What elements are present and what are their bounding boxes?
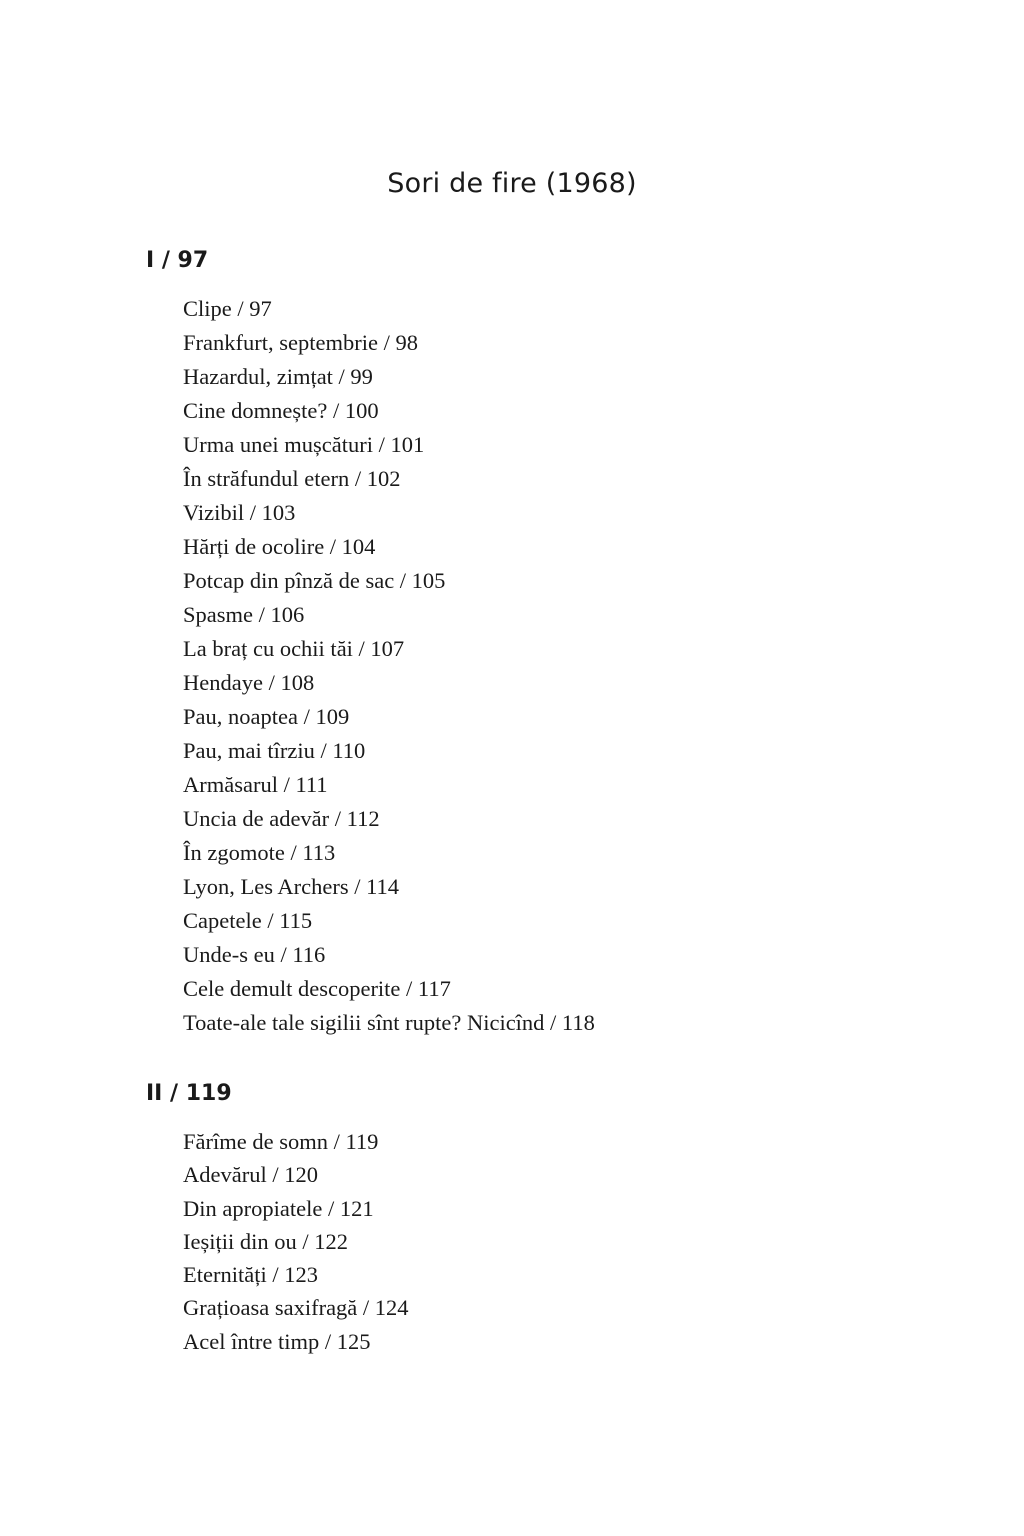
toc-entry: Frankfurt, septembrie / 98	[183, 330, 418, 355]
toc-entry: Grațioasa saxifragă / 124	[183, 1295, 409, 1321]
toc-entry: Cele demult descoperite / 117	[183, 976, 451, 1001]
toc-entry: Cine domnește? / 100	[183, 398, 379, 423]
toc-entry: Unde-s eu / 116	[183, 942, 326, 967]
toc-entry: Clipe / 97	[183, 296, 272, 321]
toc-entry: Hărți de ocolire / 104	[183, 534, 376, 559]
toc-entry: În zgomote / 113	[183, 840, 336, 865]
toc-entry: Uncia de adevăr / 112	[183, 806, 380, 831]
toc-entry: Armăsarul / 111	[183, 772, 328, 797]
page-title: Sori de fire (1968)	[387, 168, 637, 199]
toc-entry: Fărîme de somn / 119	[183, 1129, 379, 1154]
toc-list-part-2	[183, 1125, 409, 1358]
toc-entry: Hazardul, zimțat / 99	[183, 364, 373, 389]
toc-entry: Lyon, Les Archers / 114	[183, 874, 400, 899]
toc-entry: Pau, noaptea / 109	[183, 704, 350, 729]
toc-entry: În străfundul etern / 102	[183, 466, 401, 491]
toc-entry: La braț cu ochii tăi / 107	[183, 636, 405, 661]
toc-entry: Hendaye / 108	[183, 670, 315, 695]
toc-entry: Acel între timp / 125	[183, 1328, 371, 1354]
toc-entry: Adevărul / 120	[183, 1162, 318, 1188]
toc-entry: Potcap din pînză de sac / 105	[183, 568, 446, 593]
toc-entry: Capetele / 115	[183, 908, 313, 933]
section-heading-part-1: I / 97	[146, 248, 209, 273]
toc-entry: Toate-ale tale sigilii sînt rupte? Nicicînd / 118	[183, 1010, 595, 1035]
toc-entry: Vizibil / 103	[183, 500, 296, 525]
toc-entry: Ieșiții din ou / 122	[183, 1228, 348, 1254]
section-heading-part-2: II / 119	[146, 1081, 232, 1106]
toc-entry: Eternități / 123	[183, 1262, 318, 1288]
toc-entry: Pau, mai tîrziu / 110	[183, 738, 366, 763]
toc-list-part-1	[183, 292, 595, 1040]
toc-entry: Urma unei mușcături / 101	[183, 432, 425, 457]
toc-entry: Din apropiatele / 121	[183, 1195, 374, 1221]
toc-entry: Spasme / 106	[183, 602, 305, 627]
